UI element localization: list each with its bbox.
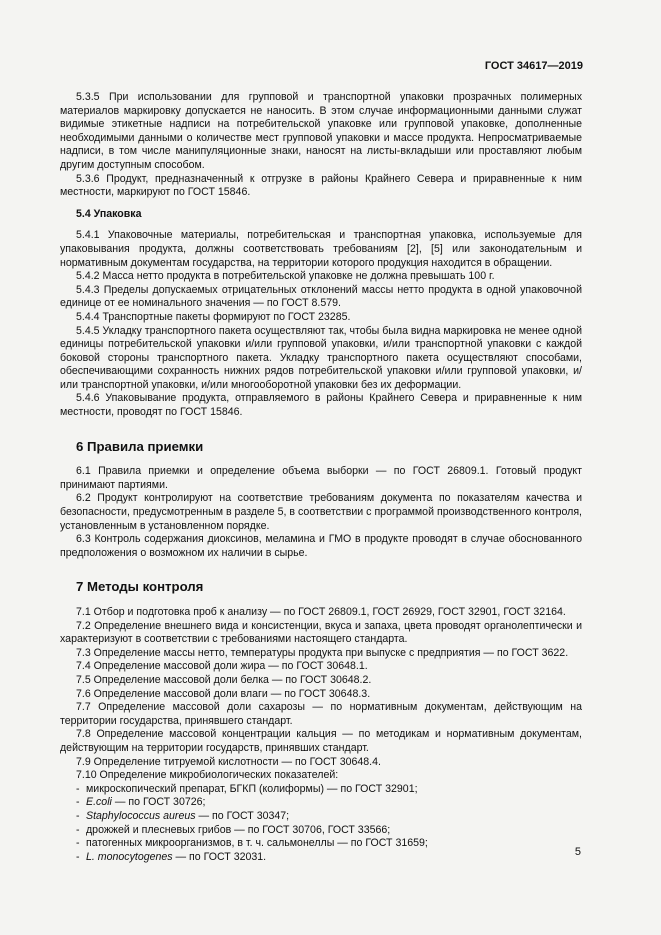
paragraph-5-4-2: 5.4.2 Масса нетто продукта в потребительской упаковке не должна превышать 100 г. — [76, 270, 495, 283]
paragraph-7-9: 7.9 Определение титруемой кислотности — по ГОСТ 30648.4. — [76, 755, 381, 768]
paragraph-7-4: 7.4 Определение массовой доли жира — по ГОСТ 30648.1. — [76, 660, 368, 673]
paragraph-6-3: 6.3 Контроль содержания диоксинов, меламина и ГМО в продукте проводят в случае обоснованного предположения о возможном их наличии в сырье. — [60, 533, 582, 559]
list-item: - L. monocytogenes — по ГОСТ 32031. — [76, 850, 267, 863]
paragraph-6-1: 6.1 Правила приемки и определение объема выборки — по ГОСТ 26809.1. Готовый продукт принимают партиями. — [60, 465, 582, 491]
page-number: 5 — [574, 846, 581, 858]
list-item: - микроскопический препарат, БГКП (колиформы) — по ГОСТ 32901; — [76, 782, 418, 795]
paragraph-7-2: 7.2 Определение внешнего вида и консистенции, вкуса и запаха, цвета проводят органолептически и характеризуют в соответствии с требованиями настоящего стандарта. — [60, 619, 582, 646]
paragraph-7-5: 7.5 Определение массовой доли белка — по ГОСТ 30648.2. — [76, 673, 372, 686]
microbiology-list — [60, 783, 582, 865]
list-item: - патогенных микроорганизмов, в т. ч. сальмонеллы — по ГОСТ 31659; — [76, 837, 428, 850]
paragraph-5-4-1: 5.4.1 Упаковочные материалы, потребительская и транспортная упаковка, используемые для упаковывания продукта, должны соответствовать требованиям [2], [5] или законодательным и нормативным документам государства, на территории которого продукция находится в обращении. — [60, 229, 582, 269]
subsection-heading-5-4: 5.4 Упаковка — [76, 207, 142, 220]
paragraph-7-8: 7.8 Определение массовой концентрации кальция — по методикам и нормативным документам, действующим на территории государств, принявших стандарт. — [60, 728, 582, 754]
page-content — [60, 91, 582, 864]
paragraph-7-6: 7.6 Определение массовой доли влаги — по ГОСТ 30648.3. — [76, 687, 371, 700]
paragraph-7-3: 7.3 Определение массы нетто, температуры продукта при выпуске с предприятия — по ГОСТ 3622. — [76, 646, 569, 659]
paragraph-7-1: 7.1 Отбор и подготовка проб к анализу — по ГОСТ 26809.1, ГОСТ 26929, ГОСТ 32901, ГОСТ 32164. — [76, 606, 566, 618]
list-item: - Staphylococcus aureus — по ГОСТ 30347; — [76, 809, 290, 822]
paragraph-5-3-5: 5.3.5 При использовании для групповой и транспортной упаковки прозрачных полимерных материалов маркировку допускается не наносить. В этом случае информационными данными служат видимые этикетные надписи на потребительской упаковке или групповой упаковке, дополненные необходимыми данными о количестве мест групповой упаковки и массе продукта. Непросматриваемые надписи, в том числе манипуляционные знаки, наносят на листы-вкладыши или проставляют любым другим доступным способом. — [60, 91, 582, 171]
paragraph-7-7: 7.7 Определение массовой доли сахарозы — по нормативным документам, действующим на территории государства, принявшего стандарт. — [60, 701, 582, 727]
document-code: ГОСТ 34617—2019 — [484, 60, 583, 72]
paragraph-5-4-6: 5.4.6 Упаковывание продукта, отправляемого в районы Крайнего Севера и приравненные к ним местности, проводят по ГОСТ 15846. — [60, 392, 582, 419]
list-item: - E.coli — по ГОСТ 30726; — [76, 796, 206, 809]
paragraph-7-10: 7.10 Определение микробиологических показателей: — [76, 769, 339, 782]
paragraph-5-4-5: 5.4.5 Укладку транспортного пакета осуществляют так, чтобы была видна маркировка не менее одной единицы потребительской упаковки и/или групповой упаковки, и/или транспортной упаковки с каждой боковой стороны транспортного пакета. Укладку транспортного пакета осуществляют способами, обеспечивающими сохранность нижних рядов потребительской упаковки и/или групповой упаковки, и/или транспортной упаковки, и/или многооборотной упаковки без их деформации. — [60, 324, 583, 391]
paragraph-5-4-4: 5.4.4 Транспортные пакеты формируют по ГОСТ 23285. — [76, 310, 351, 323]
paragraph-6-2: 6.2 Продукт контролируют на соответствие требованиям документа по показателям качества и безопасности, предусмотренным в разделе 5, в соответствии с программой производственного контроля, установленным в установленном порядке. — [60, 492, 582, 532]
paragraph-5-4-3: 5.4.3 Пределы допускаемых отрицательных отклонений массы нетто продукта в одной упаковочной единице от ее номинального значения — по ГОСТ 8.579. — [60, 283, 582, 310]
paragraph-5-3-6: 5.3.6 Продукт, предназначенный к отгрузке в районы Крайнего Севера и приравненные к ним местности, маркируют по ГОСТ 15846. — [60, 172, 582, 199]
section-heading-6: 6 Правила приемки — [76, 438, 204, 454]
section-heading-7: 7 Методы контроля — [76, 579, 204, 595]
list-item: - дрожжей и плесневых грибов — по ГОСТ 30706, ГОСТ 33566; — [76, 823, 391, 836]
